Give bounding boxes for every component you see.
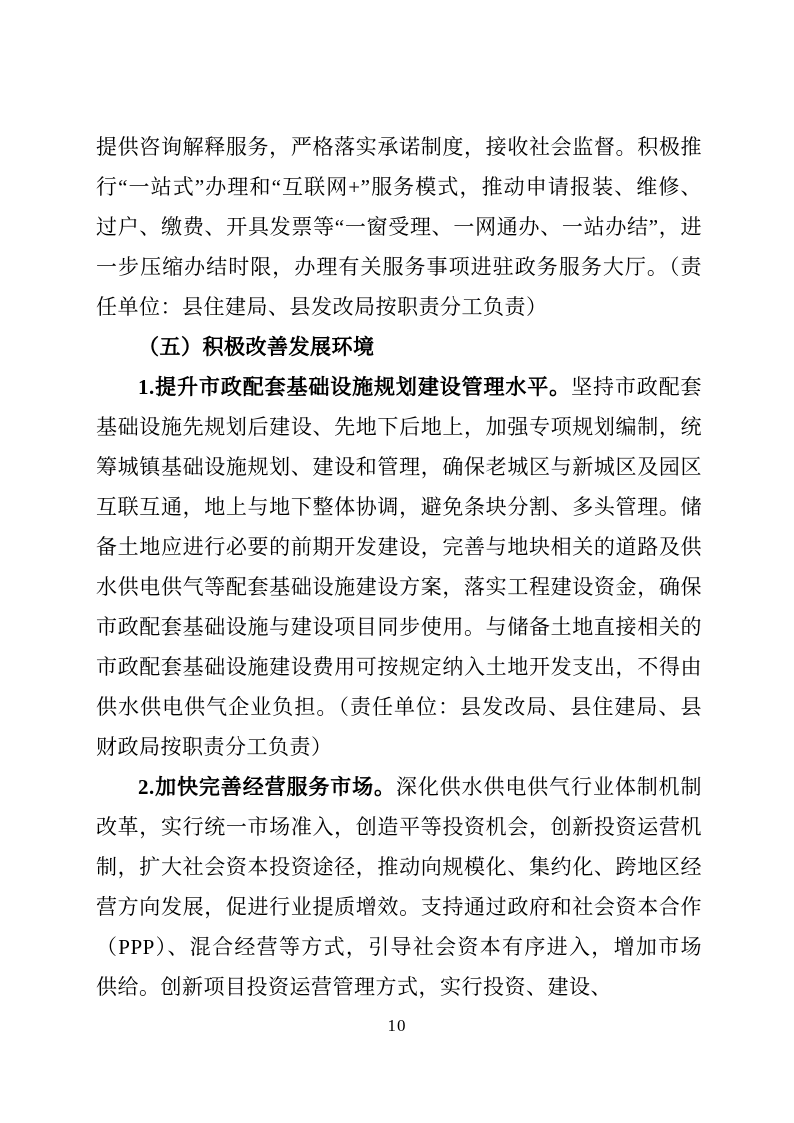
paragraph-text: 坚持市政配套基础设施先规划后建设、先地下后地上，加强专项规划编制，统筹城镇基础设施规划、建设和管理，确保老城区与新城区及园区互联互通，地上与地下整体协调，避免条块分割、多头管理。储备土地应进行必要的前期开发建设，完善与地块相关的道路及供水供电供气等配套基础设施建设方案，落实工程建设资金，确保市政配套基础设施与建设项目同步使用。与储备土地直接相关的市政配套基础设施建设费用可按规定纳入土地开发支出，不得由供水供电供气企业负担。（责任单位：县发改局、县住建局、县财政局按职责分工负责） bbox=[96, 375, 703, 759]
paragraph-lead-bold: 1.提升市政配套基础设施规划建设管理水平。 bbox=[138, 375, 572, 399]
paragraph-continuation bbox=[96, 127, 702, 327]
paragraph-text: 提供咨询解释服务，严格落实承诺制度，接收社会监督。积极推行“一站式”办理和“互联网+”服务模式，推动申请报装、维修、过户、缴费、开具发票等“一窗受理、一网通办、一站办结”，进一步压缩办结时限，办理有关服务事项进驻政务服务大厅。（责任单位：县住建局、县发改局按职责分工负责） bbox=[96, 135, 702, 319]
section-heading-text: （五）积极改善发展环境 bbox=[138, 335, 375, 359]
paragraph-text: 深化供水供电供气行业体制机制改革，实行统一市场准入，创造平等投资机会，创新投资运营机制，扩大社会资本投资途径，推动向规模化、集约化、跨地区经营方向发展，促进行业提质增效。支持通过政府和社会资本合作（PPP）、混合经营等方式，引导社会资本有序进入，增加市场供给。创新项目投资运营管理方式，实行投资、建设、 bbox=[96, 775, 703, 999]
document-body bbox=[96, 127, 702, 1007]
numbered-paragraph-1 bbox=[96, 367, 702, 767]
numbered-paragraph-2 bbox=[96, 767, 702, 1007]
section-heading bbox=[96, 327, 702, 367]
page-number: 10 bbox=[387, 1016, 407, 1035]
paragraph-lead-bold: 2.加快完善经营服务市场。 bbox=[138, 775, 396, 799]
